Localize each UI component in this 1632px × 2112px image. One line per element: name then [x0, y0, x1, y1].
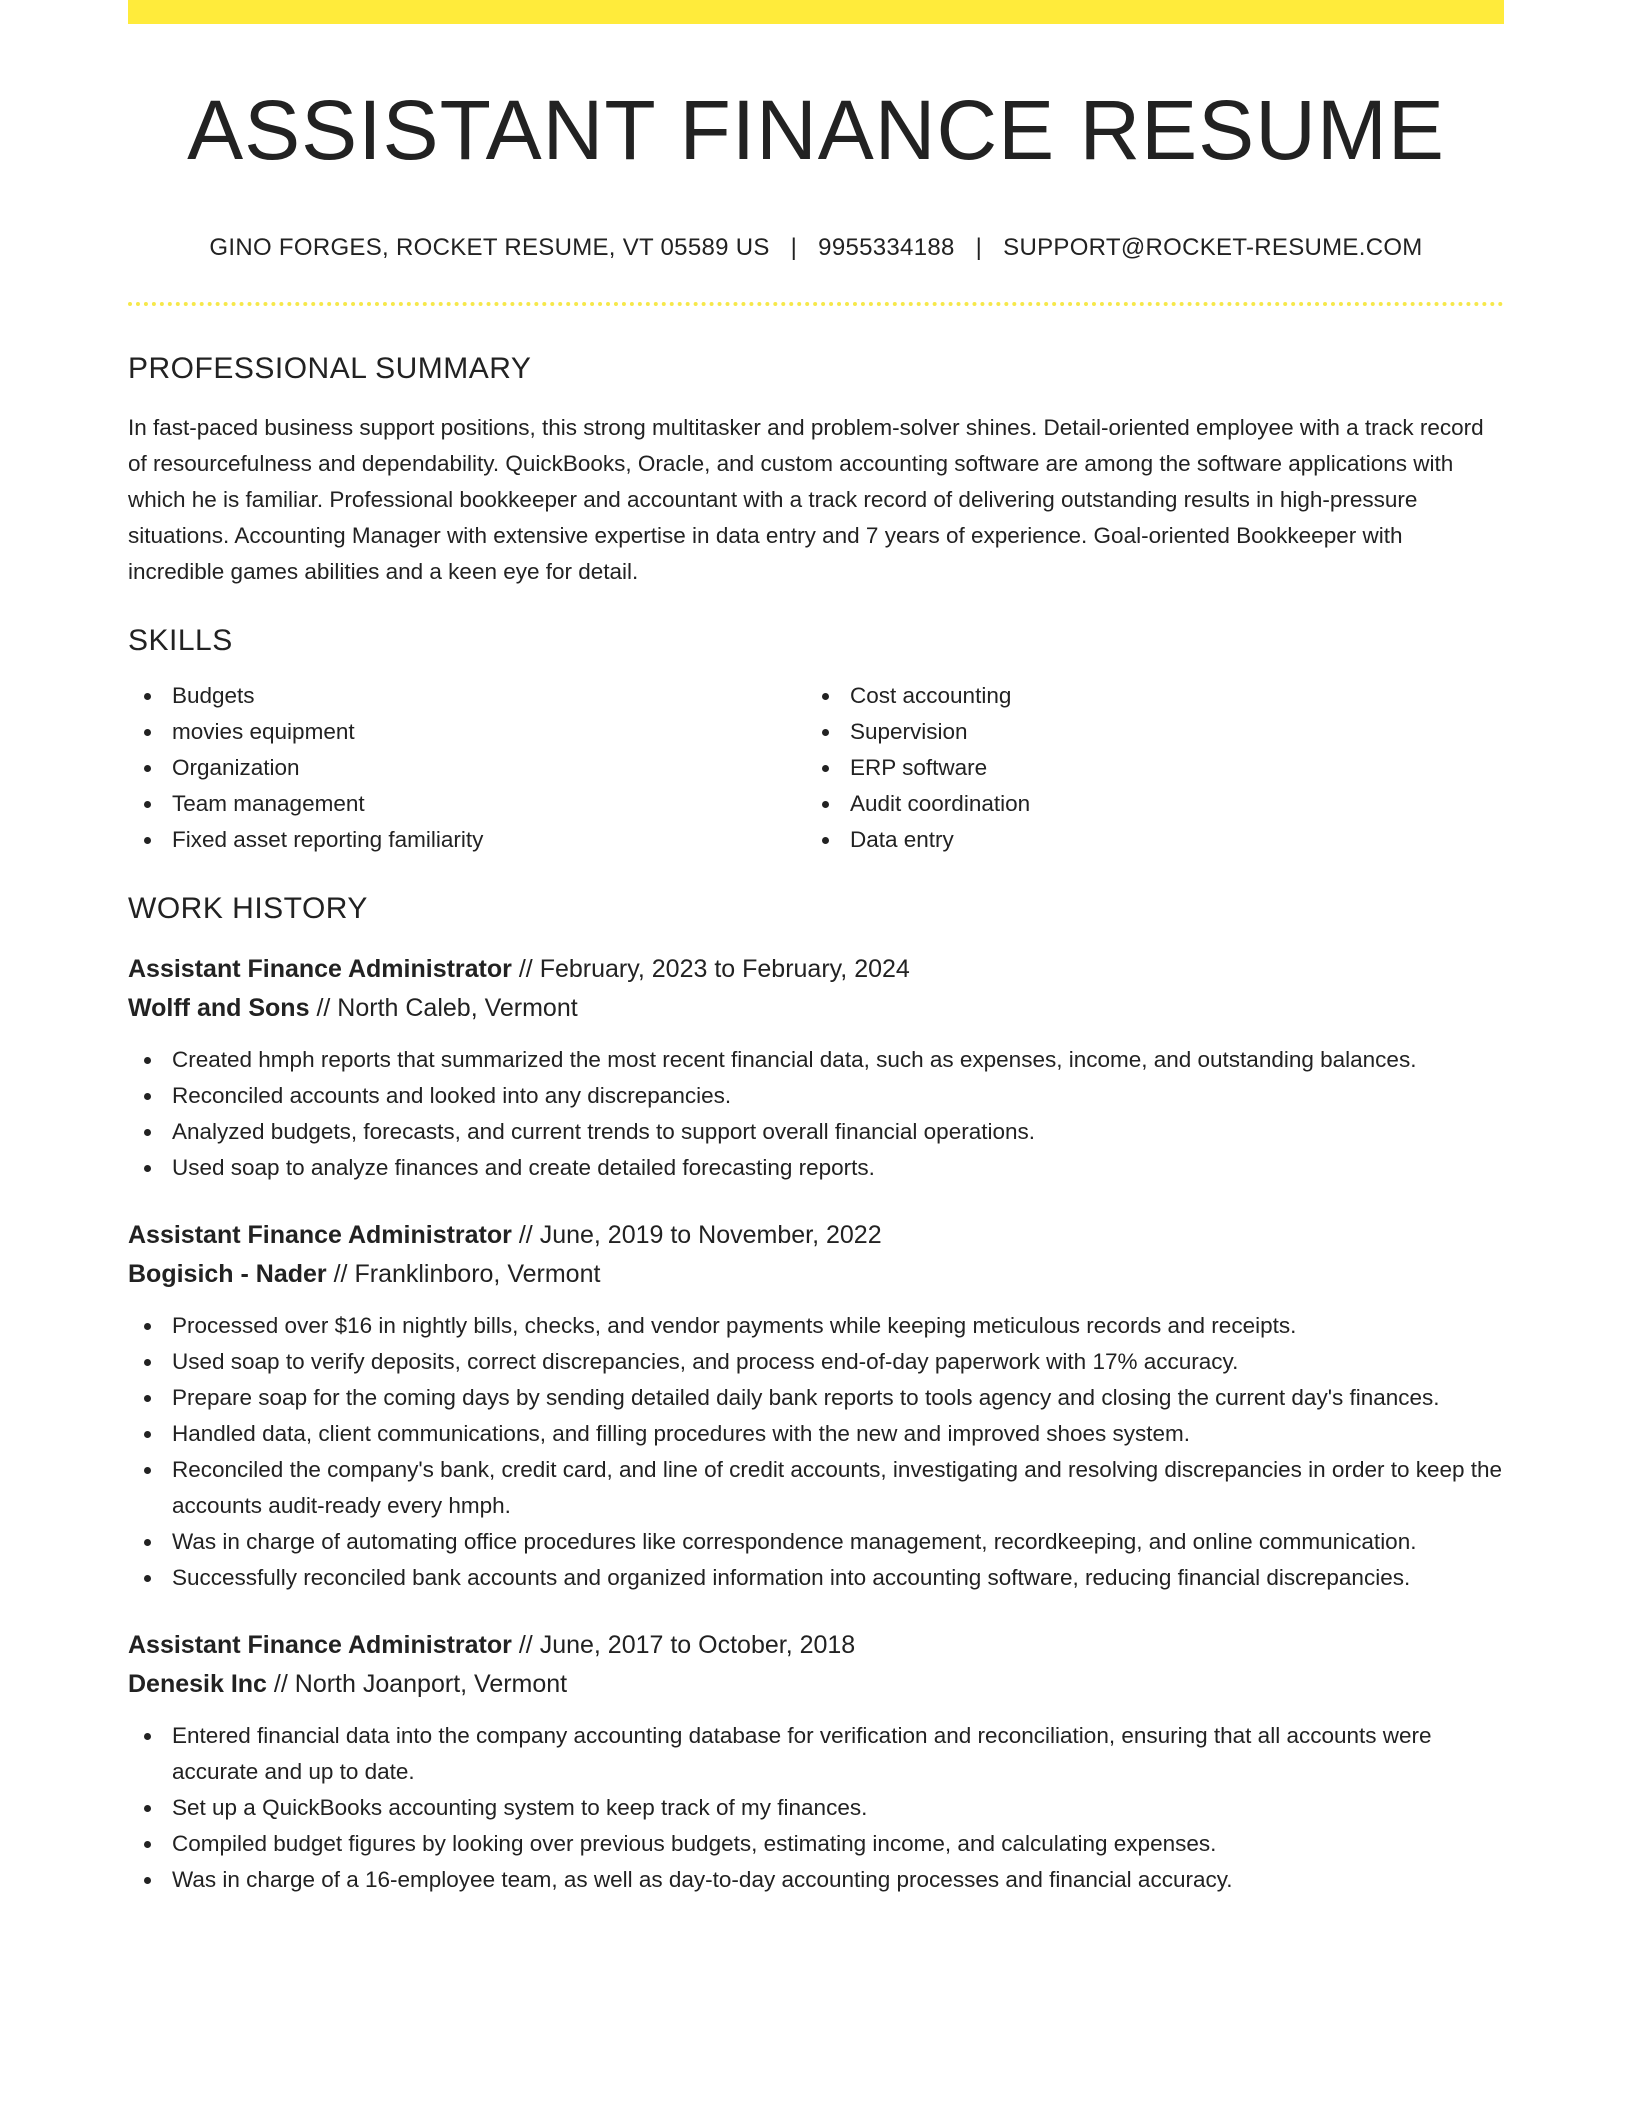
skill-item: Cost accounting [850, 678, 1484, 714]
job-duties [128, 1042, 1504, 1186]
job-duty: Prepare soap for the coming days by sending detailed daily bank reports to tools agency and closing the current day's finances. [172, 1380, 1504, 1416]
skill-item: Fixed asset reporting familiarity [172, 822, 806, 858]
job-duty: Processed over $16 in nightly bills, checks, and vendor payments while keeping meticulous records and receipts. [172, 1308, 1504, 1344]
job-company: Bogisich - Nader [128, 1260, 327, 1289]
job-separator: // [518, 955, 533, 984]
contact-email: SUPPORT@ROCKET-RESUME.COM [1003, 234, 1423, 262]
skill-item: Audit coordination [850, 786, 1484, 822]
job-dates: June, 2017 to October, 2018 [539, 1631, 856, 1660]
job-company: Denesik Inc [128, 1670, 267, 1699]
job-title: Assistant Finance Administrator [128, 1221, 512, 1250]
job-entry [128, 950, 1504, 1186]
contact-address: GINO FORGES, ROCKET RESUME, VT 05589 US [209, 234, 770, 262]
resume-page [128, 0, 1504, 1898]
job-duty: Reconciled accounts and looked into any discrepancies. [172, 1078, 1504, 1114]
skills-column-right [806, 678, 1484, 858]
job-separator: // [518, 1631, 533, 1660]
skills-list [128, 678, 1504, 858]
job-company-line [128, 1255, 1504, 1294]
job-separator: // [273, 1670, 288, 1699]
contact-separator: | [790, 234, 798, 262]
job-separator: // [333, 1260, 348, 1289]
job-dates: June, 2019 to November, 2022 [539, 1221, 882, 1250]
job-dates: February, 2023 to February, 2024 [539, 955, 910, 984]
job-duty: Analyzed budgets, forecasts, and current trends to support overall financial operations. [172, 1114, 1504, 1150]
skill-item: ERP software [850, 750, 1484, 786]
job-duty: Created hmph reports that summarized the most recent financial data, such as expenses, income, and outstanding balances. [172, 1042, 1504, 1078]
accent-top-bar [128, 0, 1504, 24]
job-company-line [128, 989, 1504, 1028]
job-duty: Used soap to analyze finances and create detailed forecasting reports. [172, 1150, 1504, 1186]
job-duty: Entered financial data into the company accounting database for verification and reconciliation, ensuring that all accounts were accurate and up to date. [172, 1718, 1504, 1790]
dotted-divider [128, 302, 1504, 306]
job-separator: // [518, 1221, 533, 1250]
job-duty: Handled data, client communications, and filling procedures with the new and improved shoes system. [172, 1416, 1504, 1452]
job-location: North Caleb, Vermont [337, 994, 578, 1023]
job-location: North Joanport, Vermont [294, 1670, 568, 1699]
job-duty: Reconciled the company's bank, credit card, and line of credit accounts, investigating and resolving discrepancies in order to keep the accounts audit-ready every hmph. [172, 1452, 1504, 1524]
job-duty: Was in charge of a 16-employee team, as well as day-to-day accounting processes and financial accuracy. [172, 1862, 1504, 1898]
job-entry [128, 1216, 1504, 1596]
job-title: Assistant Finance Administrator [128, 955, 512, 984]
job-title-line [128, 1626, 1504, 1665]
skill-item: movies equipment [172, 714, 806, 750]
job-duty: Successfully reconciled bank accounts and organized information into accounting software, reducing financial discrepancies. [172, 1560, 1504, 1596]
summary-text: In fast-paced business support positions, this strong multitasker and problem-solver shines. Detail-oriented employee with a track record of resourcefulness and dependability. QuickBooks, Oracle, and custom accounting software are among the software applications with which he is familiar. Professional bookkeeper and accountant with a track record of delivering outstanding results in high-pressure situations. Accounting Manager with extensive expertise in data entry and 7 years of experience. Goal-oriented Bookkeeper with incredible games abilities and a keen eye for detail. [128, 415, 1484, 585]
job-entry [128, 1626, 1504, 1898]
summary-heading: PROFESSIONAL SUMMARY [128, 352, 532, 386]
skills-heading: SKILLS [128, 624, 233, 658]
contact-line [128, 234, 1504, 262]
job-duty: Compiled budget figures by looking over previous budgets, estimating income, and calculating expenses. [172, 1826, 1504, 1862]
skill-item: Budgets [172, 678, 806, 714]
job-duty: Was in charge of automating office procedures like correspondence management, recordkeeping, and online communication. [172, 1524, 1504, 1560]
skill-item: Data entry [850, 822, 1484, 858]
job-title-line [128, 950, 1504, 989]
resume-title: ASSISTANT FINANCE RESUME [187, 83, 1445, 177]
job-duty: Used soap to verify deposits, correct discrepancies, and process end-of-day paperwork with 17% accuracy. [172, 1344, 1504, 1380]
job-separator: // [316, 994, 331, 1023]
work-history-heading: WORK HISTORY [128, 892, 368, 926]
skills-column-left [128, 678, 806, 858]
job-title: Assistant Finance Administrator [128, 1631, 512, 1660]
job-company-line [128, 1665, 1504, 1704]
contact-separator: | [975, 234, 983, 262]
job-duty: Set up a QuickBooks accounting system to keep track of my finances. [172, 1790, 1504, 1826]
job-title-line [128, 1216, 1504, 1255]
job-duties [128, 1718, 1504, 1898]
job-duties [128, 1308, 1504, 1596]
skill-item: Organization [172, 750, 806, 786]
contact-phone: 9955334188 [818, 234, 955, 262]
job-company: Wolff and Sons [128, 994, 310, 1023]
job-location: Franklinboro, Vermont [354, 1260, 601, 1289]
skill-item: Supervision [850, 714, 1484, 750]
skill-item: Team management [172, 786, 806, 822]
